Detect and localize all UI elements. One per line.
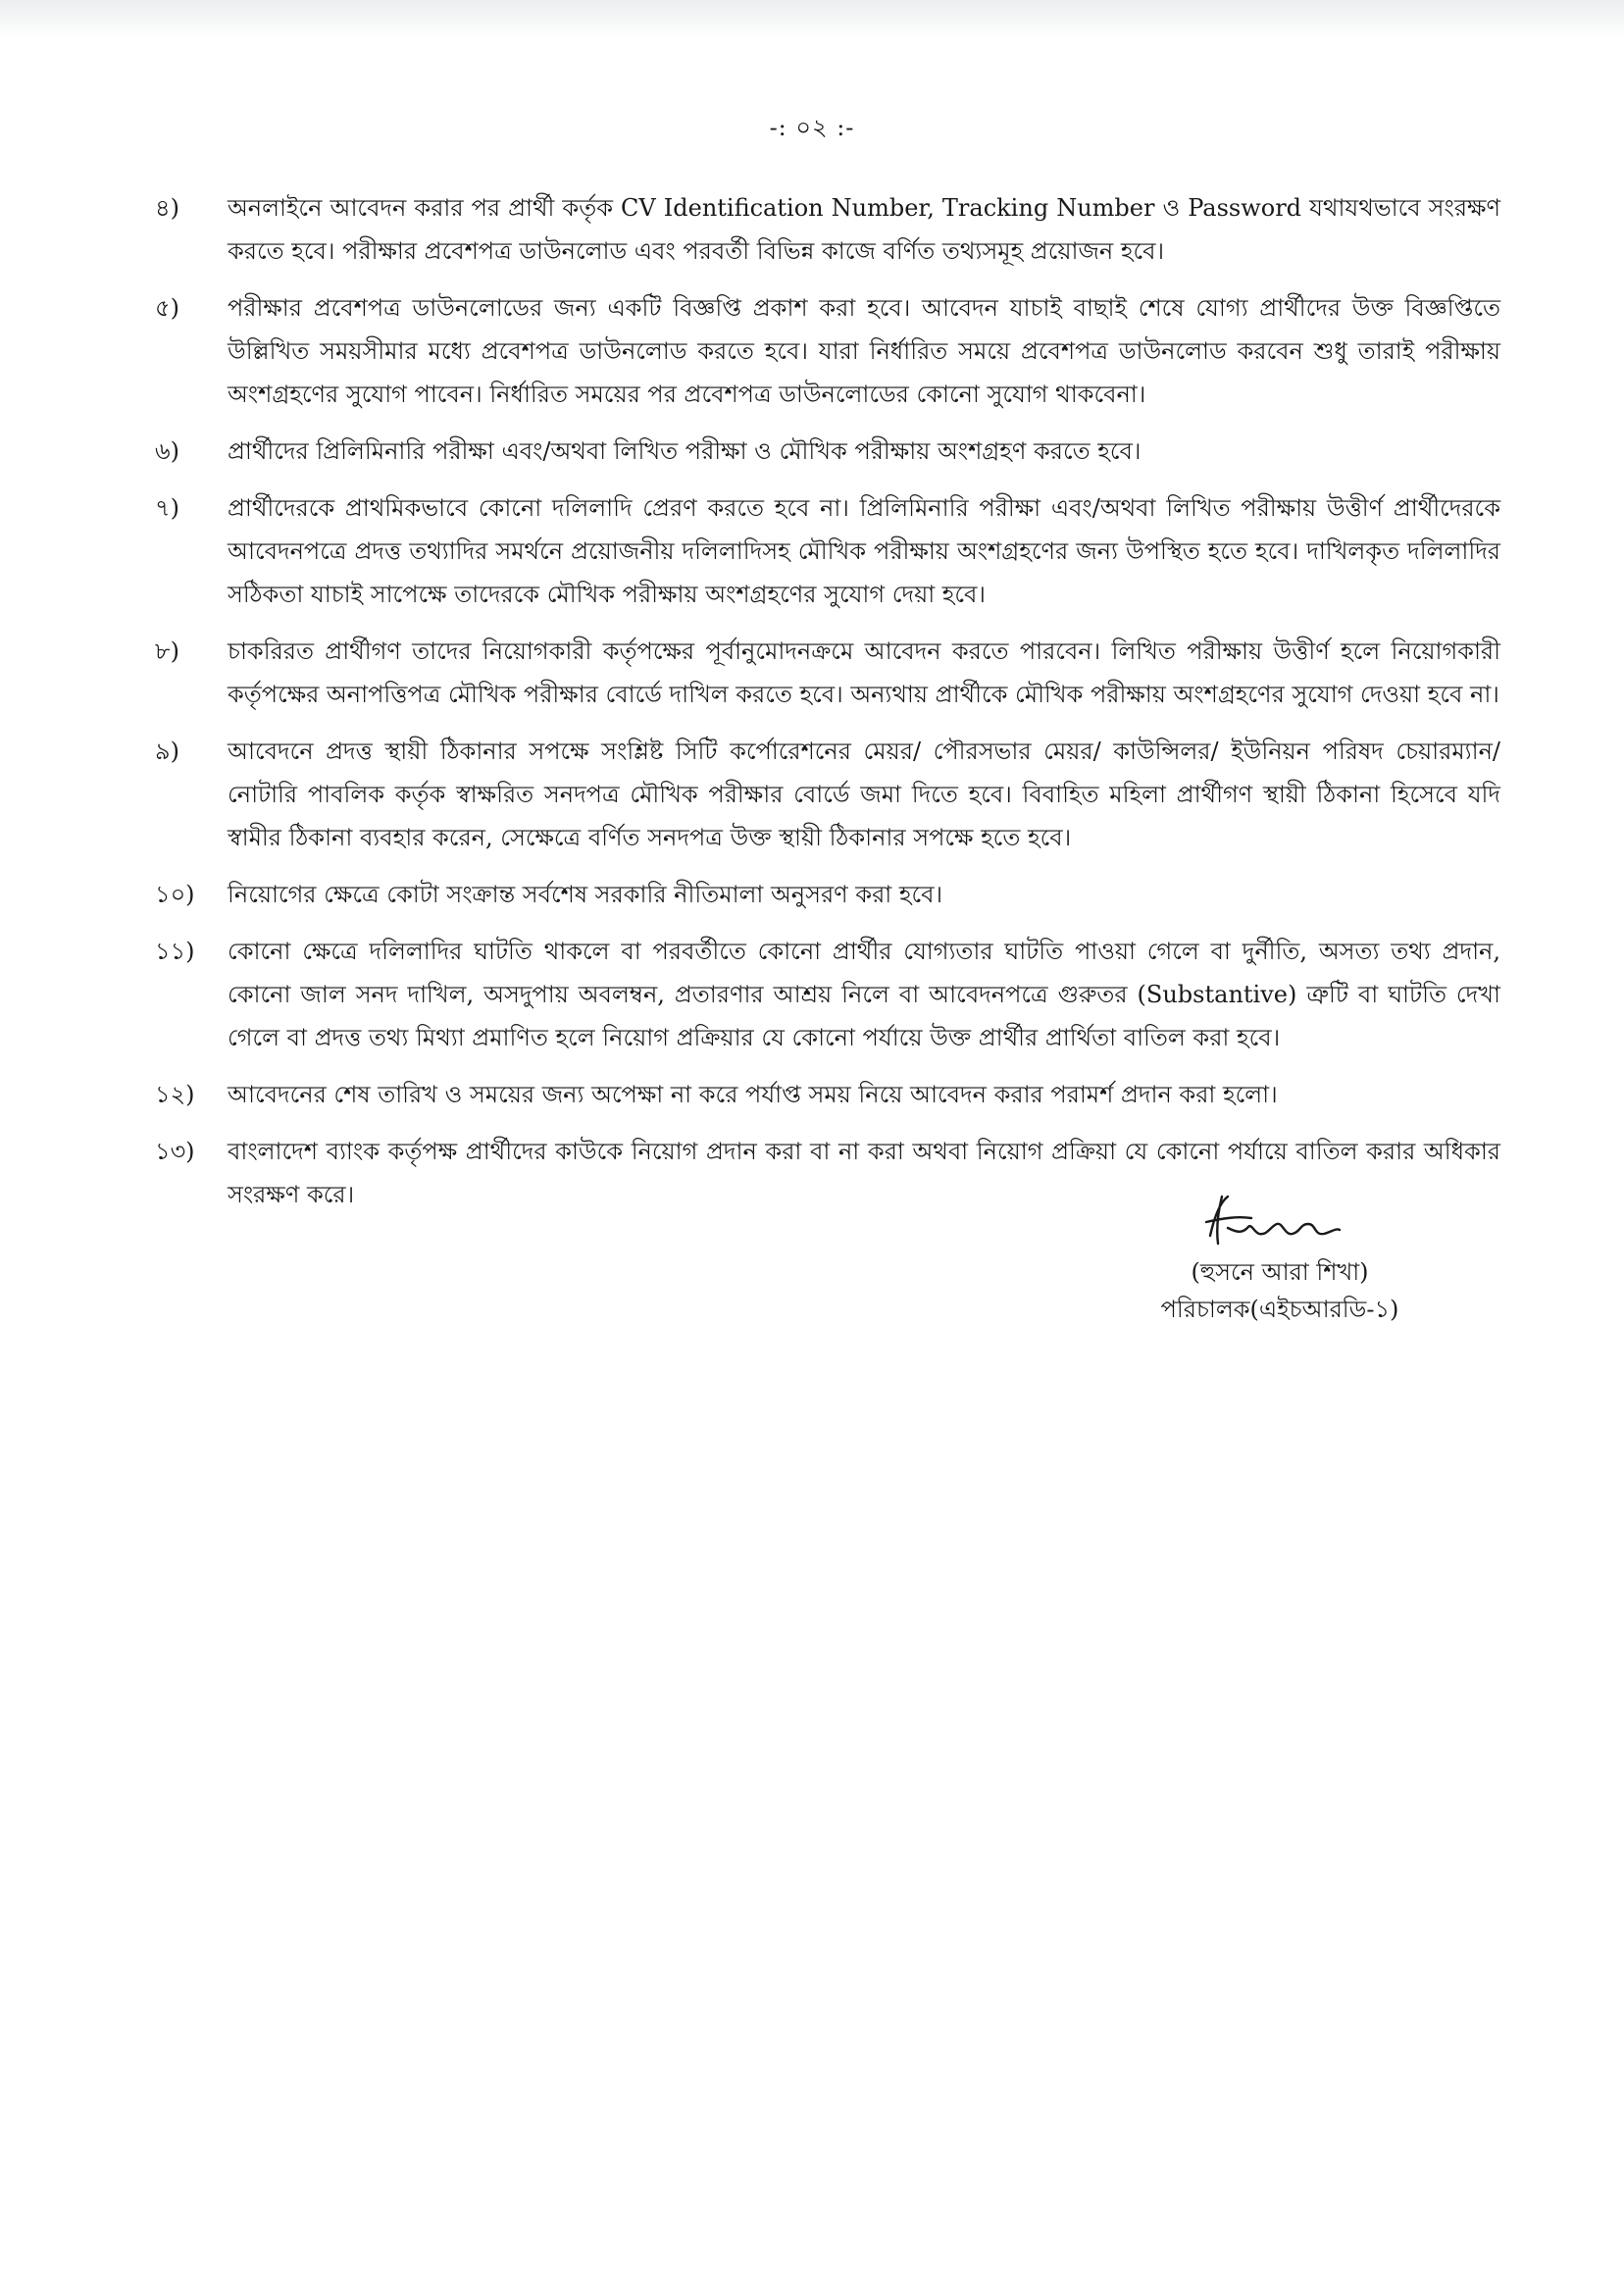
- list-item-4: [147, 186, 1500, 273]
- list-item-5: [147, 286, 1500, 416]
- item-text: অনলাইনে আবেদন করার পর প্রার্থী কর্তৃক CV Identification Number, Tracking Number ও Password যথাযথভাবে সংরক্ষণ করতে হবে। পরীক্ষার প্রবেশপত্র ডাউনলোড এবং পরবর্তী বিভিন্ন কাজে বর্ণিত তথ্যসমূহ প্রয়োজন হবে।: [228, 194, 1500, 265]
- scan-edge-shade: [0, 0, 1624, 39]
- item-text: কোনো ক্ষেত্রে দলিলাদির ঘাটতি থাকলে বা পরবর্তীতে কোনো প্রার্থীর যোগ্যতার ঘাটতি পাওয়া গেলে বা দুর্নীতি, অসত্য তথ্য প্রদান, কোনো জাল সনদ দাখিল, অসদুপায় অবলম্বন, প্রতারণার আশ্রয় নিলে বা আবেদনপত্রে গুরুতর (Substantive) ত্রুটি বা ঘাটতি দেখা গেলে বা প্রদত্ত তথ্য মিথ্যা প্রমাণিত হলে নিয়োগ প্রক্রিয়ার যে কোনো পর্যায়ে উক্ত প্রার্থীর প্রার্থিতা বাতিল করা হবে।: [228, 938, 1500, 1051]
- item-text: আবেদনে প্রদত্ত স্থায়ী ঠিকানার সপক্ষে সংশ্লিষ্ট সিটি কর্পোরেশনের মেয়র/ পৌরসভার মেয়র/ কাউন্সিলর/ ইউনিয়ন পরিষদ চেয়ারম্যান/ নোটারি পাবলিক কর্তৃক স্বাক্ষরিত সনদপত্র মৌখিক পরীক্ষার বোর্ডে জমা দিতে হবে। বিবাহিত মহিলা প্রার্থীগণ স্থায়ী ঠিকানা হিসেবে যদি স্বামীর ঠিকানা ব্যবহার করেন, সেক্ষেত্রে বর্ণিত সনদপত্র উক্ত স্থায়ী ঠিকানার সপক্ষে হতে হবে।: [228, 738, 1500, 851]
- item-number: ৫): [155, 294, 179, 322]
- item-number: ৬): [155, 437, 179, 465]
- handwritten-signature: [1198, 1189, 1345, 1257]
- item-number: ৭): [155, 494, 179, 522]
- item-number: ৯): [155, 738, 179, 765]
- signatory-name: (হুসনে আরা শিখা): [1191, 1258, 1369, 1286]
- instruction-list: [147, 186, 1500, 1230]
- list-item-9: [147, 730, 1500, 859]
- item-number: ১০): [155, 881, 195, 908]
- item-text: চাকরিরত প্রার্থীগণ তাদের নিয়োগকারী কর্তৃপক্ষের পূর্বানুমোদনক্রমে আবেদন করতে পারবেন। লিখিত পরীক্ষায় উত্তীর্ণ হলে নিয়োগকারী কর্তৃপক্ষের অনাপত্তিপত্র মৌখিক পরীক্ষার বোর্ডে দাখিল করতে হবে। অন্যথায় প্রার্থীকে মৌখিক পরীক্ষায় অংশগ্রহণের সুযোগ দেওয়া হবে না।: [228, 637, 1500, 708]
- page-number: -: ০২ :-: [769, 114, 855, 141]
- item-text: প্রার্থীদেরকে প্রাথমিকভাবে কোনো দলিলাদি প্রেরণ করতে হবে না। প্রিলিমিনারি পরীক্ষা এবং/অথবা লিখিত পরীক্ষায় উত্তীর্ণ প্রার্থীদেরকে আবেদনপত্রে প্রদত্ত তথ্যাদির সমর্থনে প্রয়োজনীয় দলিলাদিসহ মৌখিক পরীক্ষায় অংশগ্রহণের জন্য উপস্থিত হতে হবে। দাখিলকৃত দলিলাদির সঠিকতা যাচাই সাপেক্ষে তাদেরকে মৌখিক পরীক্ষায় অংশগ্রহণের সুযোগ দেয়া হবে।: [228, 494, 1500, 608]
- item-number: ৮): [155, 637, 179, 665]
- item-text: বাংলাদেশ ব্যাংক কর্তৃপক্ষ প্রার্থীদের কাউকে নিয়োগ প্রদান করা বা না করা অথবা নিয়োগ প্রক্রিয়া যে কোনো পর্যায়ে বাতিল করার অধিকার সংরক্ষণ করে।: [228, 1138, 1500, 1208]
- item-number: ৪): [155, 194, 179, 222]
- list-item-11: [147, 930, 1500, 1059]
- item-number: ১৩): [155, 1138, 195, 1165]
- item-text: পরীক্ষার প্রবেশপত্র ডাউনলোডের জন্য একটি বিজ্ঞপ্তি প্রকাশ করা হবে। আবেদন যাচাই বাছাই শেষে যোগ্য প্রার্থীদের উক্ত বিজ্ঞপ্তিতে উল্লিখিত সময়সীমার মধ্যে প্রবেশপত্র ডাউনলোড করতে হবে। যারা নির্ধারিত সময়ে প্রবেশপত্র ডাউনলোড করবেন শুধু তারাই পরীক্ষায় অংশগ্রহণের সুযোগ পাবেন। নির্ধারিত সময়ের পর প্রবেশপত্র ডাউনলোডের কোনো সুযোগ থাকবেনা।: [228, 294, 1500, 408]
- item-text: নিয়োগের ক্ষেত্রে কোটা সংক্রান্ত সর্বশেষ সরকারি নীতিমালা অনুসরণ করা হবে।: [228, 881, 943, 908]
- item-number: ১১): [155, 938, 195, 965]
- list-item-8: [147, 630, 1500, 716]
- item-text: প্রার্থীদের প্রিলিমিনারি পরীক্ষা এবং/অথবা লিখিত পরীক্ষা ও মৌখিক পরীক্ষায় অংশগ্রহণ করতে হবে।: [228, 437, 1142, 465]
- item-text: আবেদনের শেষ তারিখ ও সময়ের জন্য অপেক্ষা না করে পর্যাপ্ত সময় নিয়ে আবেদন করার পরামর্শ প্রদান করা হলো।: [228, 1081, 1278, 1108]
- item-number: ১২): [155, 1081, 195, 1108]
- signatory-title: পরিচালক(এইচআরডি-১): [1160, 1296, 1399, 1323]
- list-item-10: [147, 873, 1500, 916]
- list-item-7: [147, 486, 1500, 616]
- list-item-6: [147, 430, 1500, 473]
- list-item-12: [147, 1073, 1500, 1116]
